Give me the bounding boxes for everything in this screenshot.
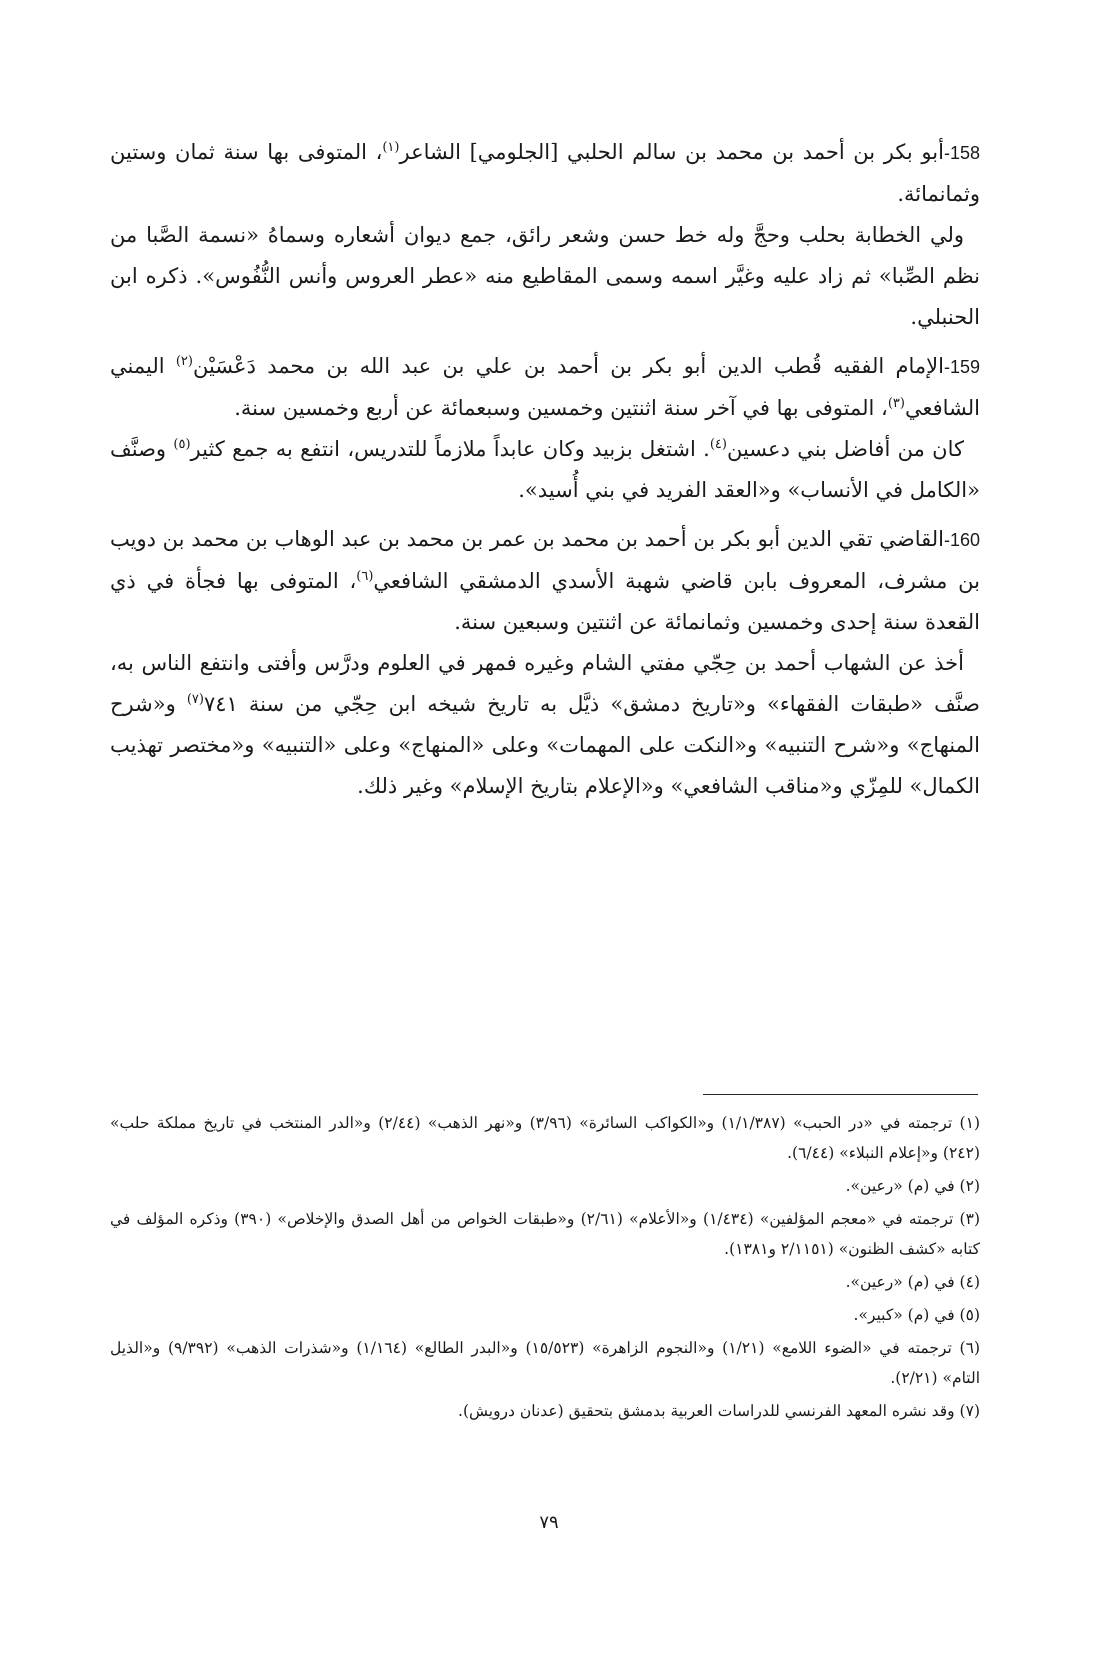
- footnote-text: ترجمته في «معجم المؤلفين» (١/٤٣٤) و«الأعلام» (٢/٦١) و«طبقات الخواص من أهل الصدق والإخلاص» (٣٩٠) وذكره المؤلف في كتابه «كشف الظنون» (٢/١١٥١ و١٣٨١).: [110, 1210, 980, 1258]
- entry-text: ، المتوفى بها في آخر سنة اثنتين وخمسين وسبعمائة عن أربع وخمسين سنة.: [234, 396, 888, 420]
- entry-paragraph: [110, 429, 980, 511]
- footnote-label: (٧): [959, 1402, 980, 1420]
- main-text: [110, 132, 980, 815]
- footnote: [110, 1267, 980, 1297]
- entry-text: اليمني الشافعي: [110, 354, 980, 420]
- entry-text: وصنَّف «الكامل في الأنساب» و«العقد الفريد في بني أُسيد».: [110, 437, 980, 502]
- entry-text: و«شرح المنهاج» و«شرح التنبيه» و«النكت على المهمات» وعلى «المنهاج» وعلى «التنبيه» و«مختصر تهذيب الكمال» للمِزّي و«مناقب الشافعي» و«الإعلام بتاريخ الإسلام» وغير ذلك.: [110, 692, 980, 798]
- footnote-label: (٥): [959, 1306, 980, 1324]
- entry-paragraph: [110, 643, 980, 807]
- entry-number: 160-: [943, 530, 980, 550]
- entry-text: كان من أفاضل بني دعسين: [726, 437, 964, 461]
- footnote: [110, 1171, 980, 1201]
- footnote: [110, 1396, 980, 1426]
- footnote-ref[interactable]: (١): [382, 140, 400, 155]
- entry-number: 158-: [943, 143, 980, 163]
- footnote-text: في (م) «كبير».: [853, 1306, 955, 1324]
- footnote-label: (٤): [959, 1273, 980, 1291]
- entry-text: القاضي تقي الدين أبو بكر بن أحمد بن محمد بن عمر بن محمد بن عبد الوهاب بن محمد بن دويب بن مشرف، المعروف بابن قاضي شهبة الأسدي الدمشقي الشافعي: [110, 527, 980, 593]
- footnote-ref[interactable]: (٦): [356, 569, 374, 584]
- footnote-ref[interactable]: (٣): [887, 396, 905, 411]
- footnotes: [110, 1108, 980, 1429]
- footnote-text: ترجمته في «الضوء اللامع» (١/٢١) و«النجوم الزاهرة» (١٥/٥٢٣) و«البدر الطالع» (١/١٦٤) و«شذرات الذهب» (٩/٣٩٢) و«الذيل التام» (٢/٢١).: [110, 1339, 980, 1387]
- footnote-label: (٣): [959, 1210, 980, 1228]
- footnote-label: (٢): [959, 1177, 980, 1195]
- entry-number: 159-: [943, 357, 980, 377]
- entry-text: أبو بكر بن أحمد بن محمد بن سالم الحلبي [الجلومي] الشاعر: [399, 140, 944, 164]
- footnote-label: (٦): [959, 1339, 980, 1357]
- footnote-ref[interactable]: (٧): [186, 692, 204, 707]
- entry-text: . اشتغل بزبيد وكان عابداً ملازماً للتدريس، انتفع به جمع كثير: [190, 437, 710, 461]
- entry-paragraph: [110, 132, 980, 215]
- page-number: ٧٩: [539, 1512, 559, 1533]
- entry-text: أخذ عن الشهاب أحمد بن حِجّي مفتي الشام وغيره فمهر في العلوم ودرَّس وأفتى وانتفع الناس به، صنَّف «طبقات الفقهاء» و«تاريخ دمشق» ذيَّل به تاريخ شيخه ابن حِجّي من سنة ٧٤١: [110, 651, 980, 716]
- footnote-ref[interactable]: (٤): [709, 437, 727, 452]
- entry-159: [110, 346, 980, 511]
- footnote: [110, 1333, 980, 1393]
- entry-text: ولي الخطابة بحلب وحجَّ وله خط حسن وشعر رائق، جمع ديوان أشعاره وسماهُ «نسمة الصَّبا من نظم الصِّبا» ثم زاد عليه وغيَّر اسمه وسمى المقاطيع منه «عطر العروس وأنس النُّفُوس». ذكره ابن الحنبلي.: [110, 223, 980, 329]
- footnote-ref[interactable]: (٥): [173, 437, 191, 452]
- entry-text: الإمام الفقيه قُطب الدين أبو بكر بن أحمد بن علي بن عبد الله بن محمد دَعْسَيْن: [192, 354, 944, 378]
- entry-160: [110, 519, 980, 807]
- entry-paragraph: [110, 519, 980, 643]
- entry-158: [110, 132, 980, 338]
- footnote-label: (١): [959, 1114, 980, 1132]
- footnote-text: ترجمته في «در الحبب» (١/١/٣٨٧) و«الكواكب السائرة» (٣/٩٦) و«نهر الذهب» (٢/٤٤) و«الدر المنتخب في تاريخ مملكة حلب» (٢٤٢) و«إعلام النبلاء» (٦/٤٤).: [110, 1114, 980, 1162]
- footnote: [110, 1300, 980, 1330]
- footnote-text: وقد نشره المعهد الفرنسي للدراسات العربية بدمشق بتحقيق (عدنان درويش).: [458, 1402, 955, 1420]
- entry-text: ، المتوفى بها سنة ثمان وستين وثمانمائة.: [110, 140, 980, 206]
- entry-text: ، المتوفى بها فجأة في ذي القعدة سنة إحدى وخمسين وثمانمائة عن اثنتين وسبعين سنة.: [110, 569, 980, 634]
- entry-paragraph: [110, 346, 980, 429]
- footnote-ref[interactable]: (٢): [175, 354, 193, 369]
- footnote-divider: [703, 1094, 978, 1095]
- footnote: [110, 1204, 980, 1264]
- footnote: [110, 1108, 980, 1168]
- entry-paragraph: [110, 215, 980, 338]
- footnote-text: في (م) «رعين».: [845, 1273, 955, 1291]
- footnote-text: في (م) «رعين».: [845, 1177, 955, 1195]
